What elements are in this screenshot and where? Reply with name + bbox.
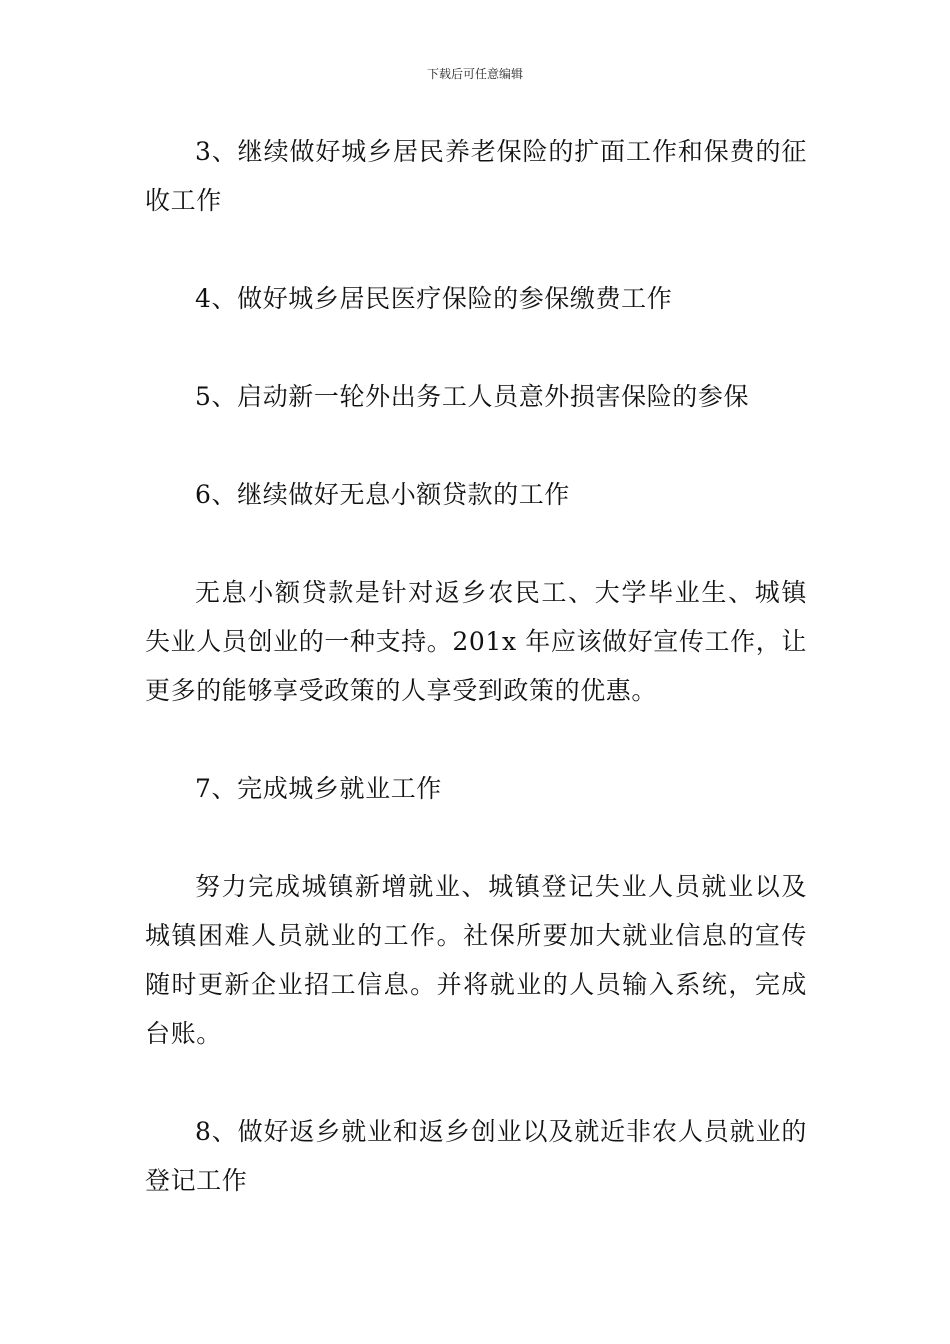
employment-description-paragraph: 努力完成城镇新增就业、城镇登记失业人员就业以及城镇困难人员就业的工作。社保所要加大就业信息的宣传随时更新企业招工信息。并将就业的人员输入系统，完成台账。: [145, 872, 807, 1048]
page-header: 下载后可任意编辑: [426, 67, 523, 81]
paragraph-spacer: [145, 225, 807, 274]
paragraph-spacer: [145, 323, 807, 372]
loan-description-paragraph: 无息小额贷款是针对返乡农民工、大学毕业生、城镇失业人员创业的一种支持。201x 年应该做好宣传工作，让更多的能够享受政策的人享受到政策的优惠。: [145, 578, 807, 705]
paragraph-spacer: [145, 813, 807, 862]
item-6-paragraph: 6、继续做好无息小额贷款的工作: [195, 480, 570, 509]
item-7-paragraph: 7、完成城乡就业工作: [195, 774, 442, 803]
item-3-paragraph: 3、继续做好城乡居民养老保险的扩面工作和保费的征收工作: [145, 137, 807, 215]
paragraph-spacer: [145, 421, 807, 470]
paragraph-spacer: [145, 715, 807, 764]
item-8-paragraph: 8、做好返乡就业和返乡创业以及就近非农人员就业的登记工作: [145, 1117, 807, 1195]
paragraph-spacer: [145, 1058, 807, 1107]
document-body: [145, 127, 807, 1205]
paragraph-spacer: [145, 519, 807, 568]
item-4-paragraph: 4、做好城乡居民医疗保险的参保缴费工作: [195, 284, 673, 313]
item-5-paragraph: 5、启动新一轮外出务工人员意外损害保险的参保: [195, 382, 750, 411]
